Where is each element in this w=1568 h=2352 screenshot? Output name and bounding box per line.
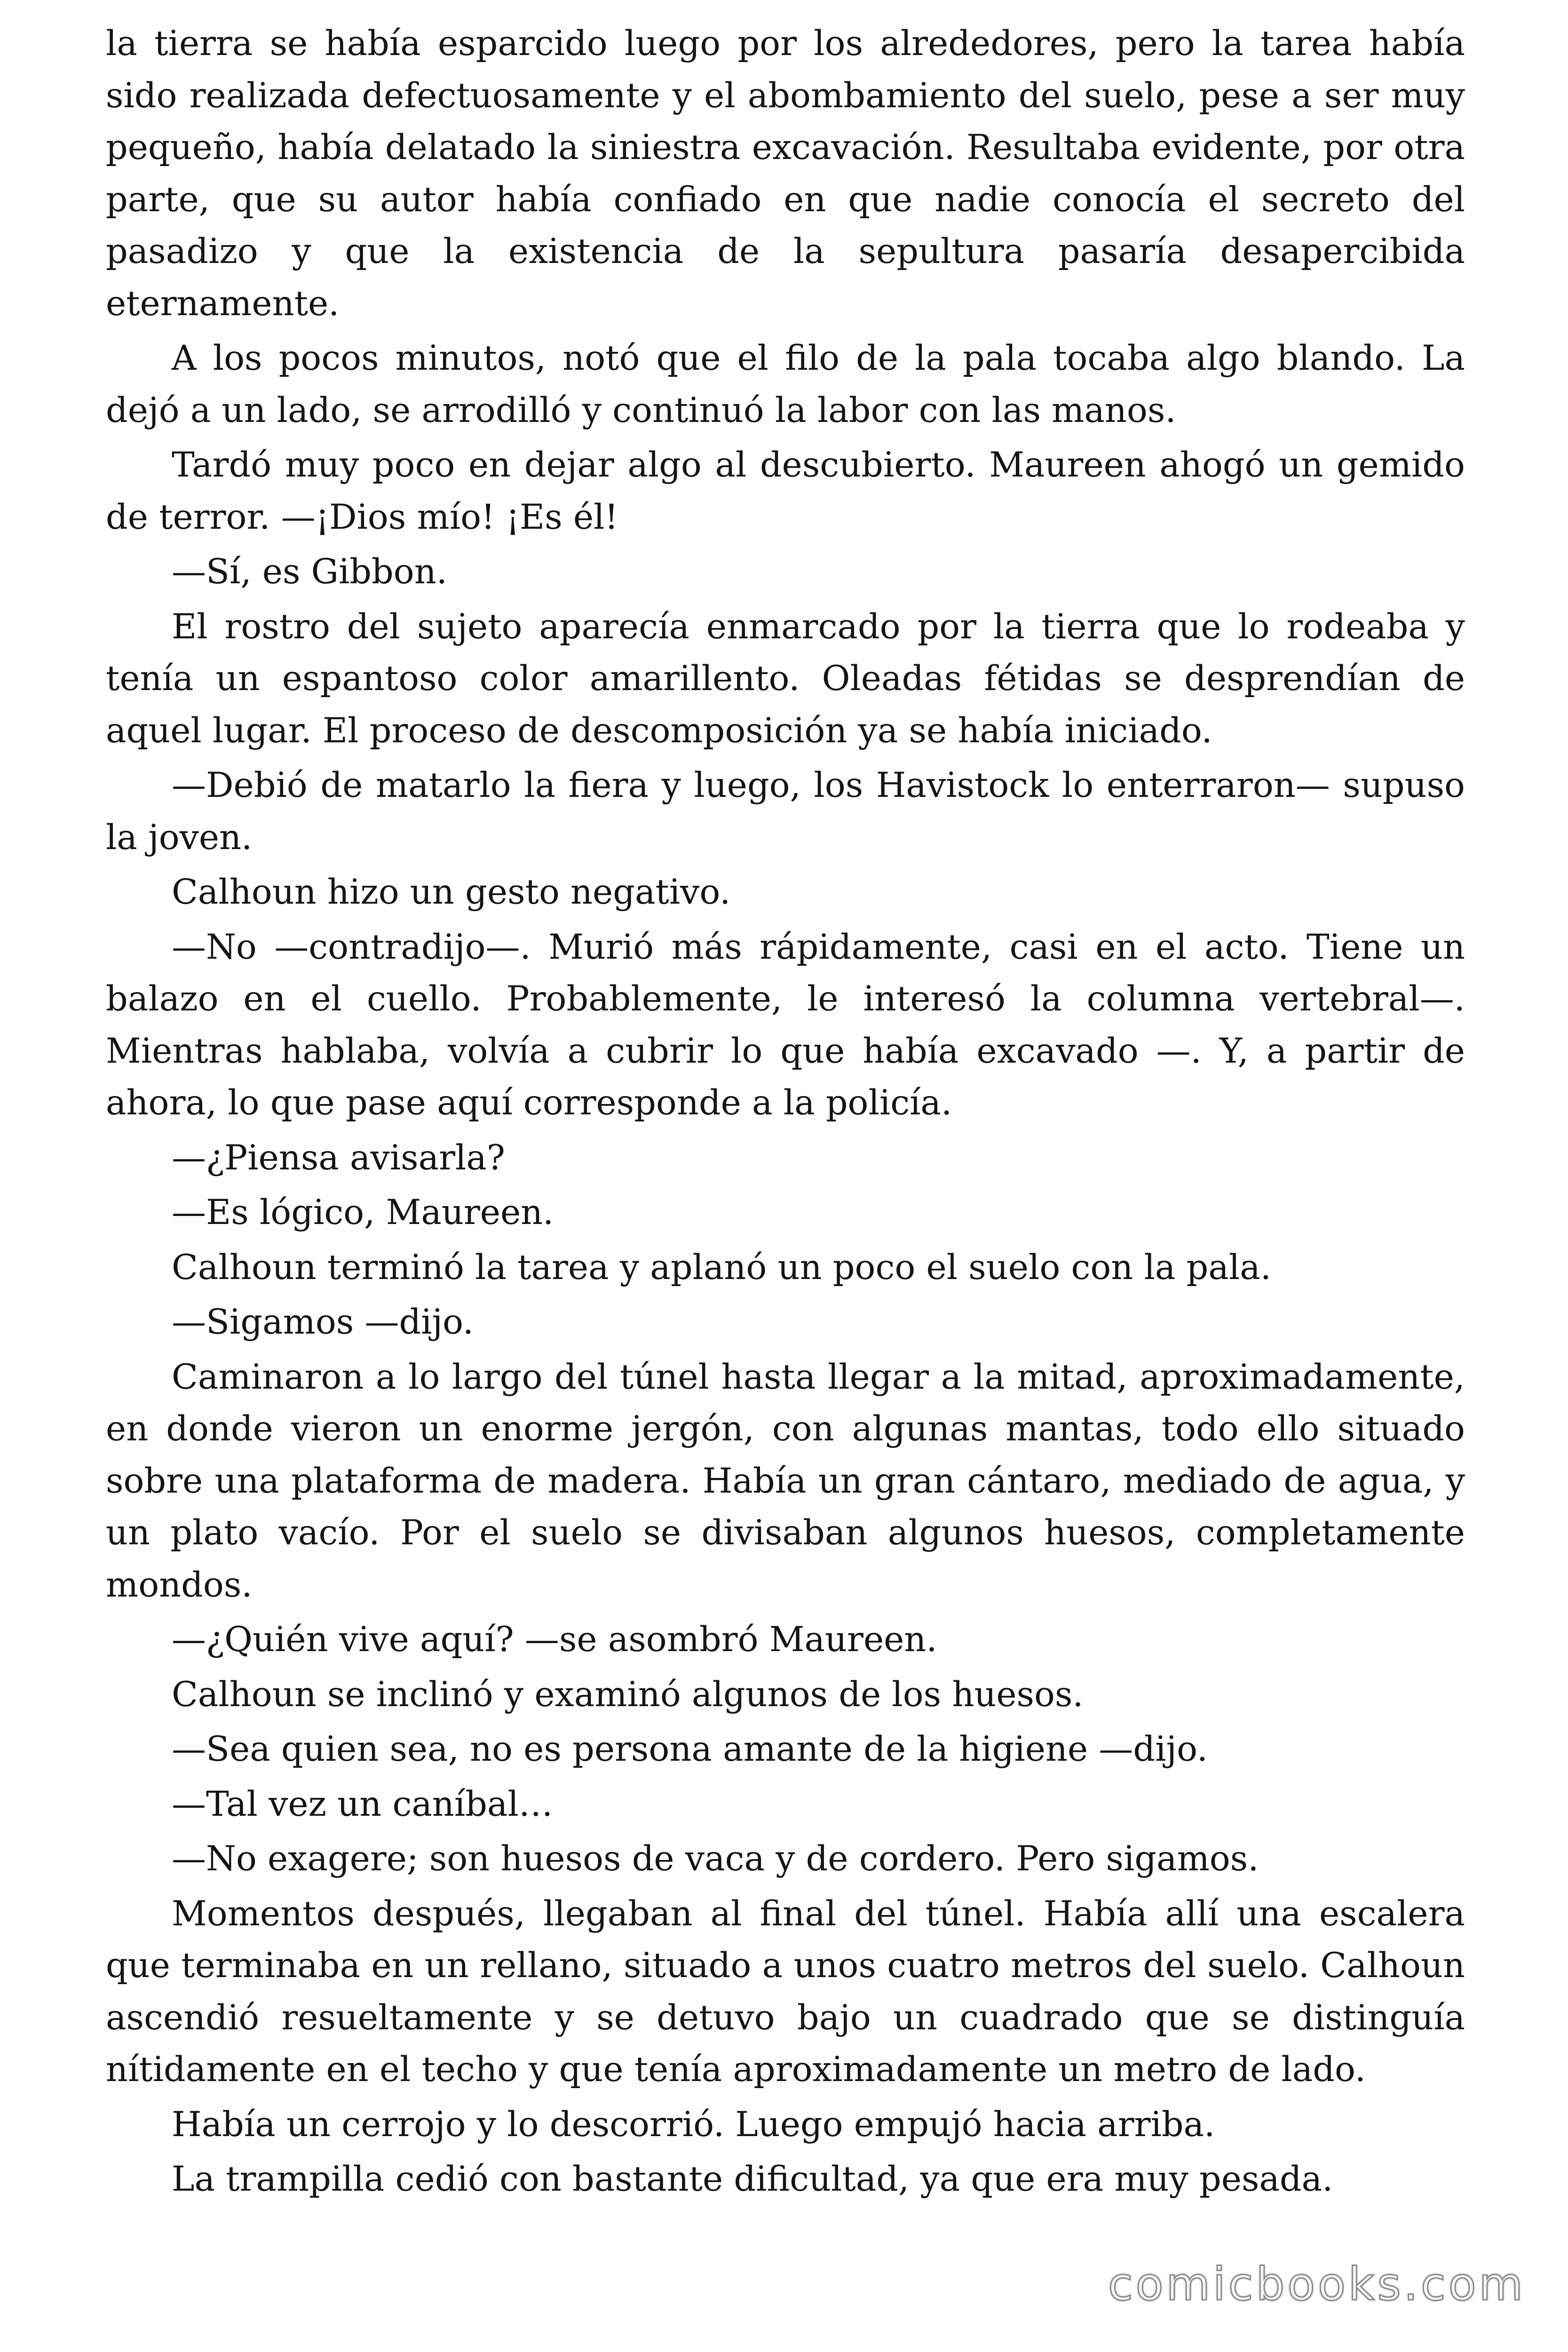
dialogue-line: —No —contradijo—. Murió más rápidamente, casi en el acto. Tiene un balazo en el cuello. Probablemente, le interesó la columna vertebral—. Mientras hablaba, volvía a cubrir lo que había excavado —. Y, a partir de ahora, lo que pase aquí corresponde a la policía. (106, 927, 1465, 1123)
dialogue-line: —¿Quién vive aquí? —se asombró Maureen. (172, 1620, 937, 1660)
paragraph: Momentos después, llegaban al final del túnel. Había allí una escalera que terminaba en un rellano, situado a unos cuatro metros del suelo. Calhoun ascendió resueltamente y se detuvo bajo un cuadrado que se distinguía nítidamente en el techo y que tenía aproximadamente un metro de lado. (106, 1893, 1465, 2090)
paragraph: La trampilla cedió con bastante dificultad, ya que era muy pesada. (172, 2159, 1333, 2199)
dialogue-line: —Sea quien sea, no es persona amante de la higiene —dijo. (172, 1729, 1208, 1769)
dialogue-line: —Tal vez un caníbal… (172, 1784, 553, 1824)
paragraph: A los pocos minutos, notó que el filo de la pala tocaba algo blando. La dejó a un lado, se arrodilló y continuó la labor con las manos. (106, 338, 1465, 430)
paragraph: Calhoun hizo un gesto negativo. (172, 872, 731, 912)
paragraph-continuation: la tierra se había esparcido luego por los alrededores, pero la tarea había sido realizada defectuosamente y el abombamiento del suelo, pese a ser muy pequeño, había delatado la siniestra excavación. Resultaba evidente, por otra parte, que su autor había confiado en que nadie conocía el secreto del pasadizo y que la existencia de la sepultura pasaría desapercibida eternamente. (106, 24, 1465, 324)
paragraph: Calhoun terminó la tarea y aplanó un poco el suelo con la pala. (172, 1247, 1271, 1287)
dialogue-line: —Sí, es Gibbon. (172, 552, 447, 592)
watermark: comicbooks.com (1108, 2258, 1526, 2311)
paragraph: Había un cerrojo y lo descorrió. Luego empujó hacia arriba. (172, 2104, 1215, 2145)
dialogue-line: —Sigamos —dijo. (172, 1302, 474, 1342)
dialogue-line: —Debió de matarlo la fiera y luego, los Havistock lo enterraron— supuso la joven. (106, 765, 1465, 858)
paragraph: El rostro del sujeto aparecía enmarcado por la tierra que lo rodeaba y tenía un espantoso color amarillento. Oleadas fétidas se desprendían de aquel lugar. El proceso de descomposición ya se había iniciado. (106, 606, 1465, 751)
paragraph: Tardó muy poco en dejar algo al descubierto. Maureen ahogó un gemido de terror. —¡Dios mío! ¡Es él! (106, 445, 1465, 537)
dialogue-line: —¿Piensa avisarla? (172, 1137, 506, 1178)
dialogue-line: —Es lógico, Maureen. (172, 1192, 554, 1232)
dialogue-line: —No exagere; son huesos de vaca y de cordero. Pero sigamos. (172, 1839, 1259, 1879)
document-body (106, 18, 1465, 2209)
paragraph: Calhoun se inclinó y examinó algunos de los huesos. (172, 1674, 1084, 1715)
paragraph: Caminaron a lo largo del túnel hasta llegar a la mitad, aproximadamente, en donde vieron un enorme jergón, con algunas mantas, todo ello situado sobre una plataforma de madera. Había un gran cántaro, mediado de agua, y un plato vacío. Por el suelo se divisaban algunos huesos, completamente mondos. (106, 1357, 1465, 1605)
